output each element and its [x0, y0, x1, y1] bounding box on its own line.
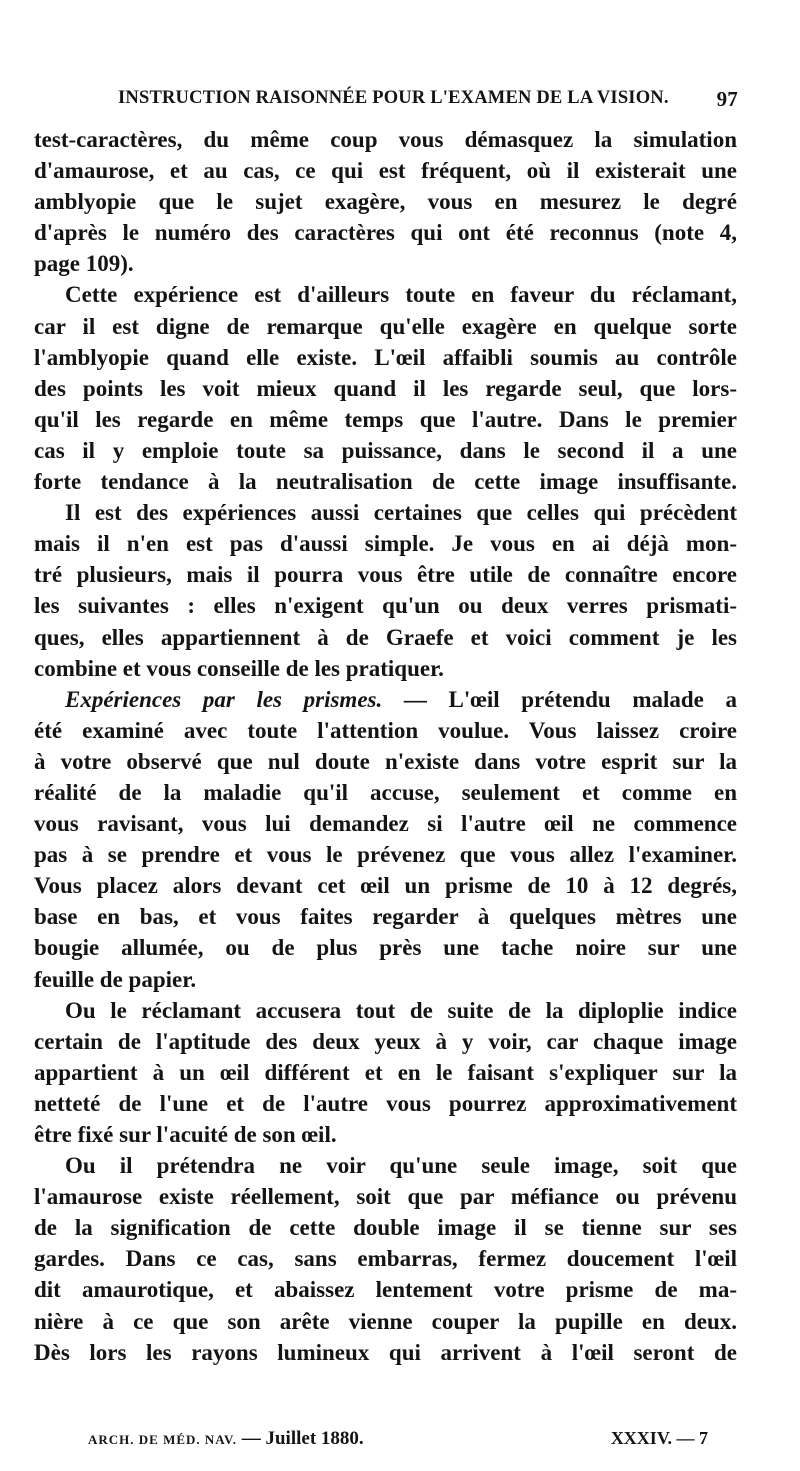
text-line: dit amaurotique, et abaissez lentement votre prisme de ma-	[34, 1277, 737, 1303]
text-line: car il est digne de remarque qu'elle exagère en quelque sorte	[34, 313, 737, 339]
text-line: vous ravisant, vous lui demandez si l'autre œil ne commence	[34, 811, 737, 837]
text-line: combine et vous conseille de les pratiquer.	[34, 655, 444, 681]
text-line: gardes. Dans ce cas, sans embarras, fermez doucement l'œil	[34, 1246, 737, 1272]
paragraph-start-line: Ou il prétendra ne voir qu'une seule image, soit que	[65, 1153, 737, 1179]
text-line: de la signification de cette double image il se tienne sur ses	[34, 1215, 737, 1241]
text-line: feuille de papier.	[34, 966, 197, 992]
paragraph-start-line: Il est des expériences aussi certaines que celles qui précèdent	[65, 500, 737, 526]
text-line: test-caractères, du même coup vous démasquez la simulation	[34, 127, 737, 152]
text-line: appartient à un œil différent et en le faisant s'expliquer sur la	[34, 1059, 737, 1085]
text-line: des points les voit mieux quand il les regarde seul, que lors-	[34, 375, 737, 401]
text-line: d'amaurose, et au cas, ce qui est fréquent, où il existerait une	[34, 158, 737, 184]
text-line: réalité de la maladie qu'il accuse, seulement et comme en	[34, 779, 737, 805]
text-line: Vous placez alors devant cet œil un prisme de 10 à 12 degrés,	[34, 873, 737, 899]
text-line: à votre observé que nul doute n'existe dans votre esprit sur la	[34, 748, 737, 774]
section-heading: Expériences par les prismes.	[65, 686, 383, 712]
journal-citation	[88, 1428, 364, 1450]
text-line: pas à se prendre et vous le prévenez que vous allez l'examiner.	[34, 842, 737, 868]
text-line: d'après le numéro des caractères qui ont été reconnus (note 4,	[34, 220, 737, 246]
text-line: l'amblyopie quand elle existe. L'œil affaibli soumis au contrôle	[34, 344, 737, 370]
text-line: être fixé sur l'acuité de son œil.	[34, 1122, 337, 1147]
paragraph-start-line: Cette expérience est d'ailleurs toute en faveur du réclamant,	[65, 282, 737, 308]
section-heading-line	[34, 684, 737, 715]
text-line: les suivantes : elles n'exigent qu'un ou deux verres prismati-	[34, 593, 737, 619]
text-line: base en bas, et vous faites regarder à quelques mètres une	[34, 904, 737, 930]
text-line: amblyopie que le sujet exagère, vous en mesurez le degré	[34, 189, 737, 215]
page-number: 97	[716, 87, 738, 111]
text-line: bougie allumée, ou de plus près une tache noire sur une	[34, 935, 737, 961]
text-line: l'amaurose existe réellement, soit que par méfiance ou prévenu	[34, 1184, 737, 1210]
journal-name: ARCH. DE MÉD. NAV.	[88, 1432, 237, 1447]
text-line: ques, elles appartiennent à de Graefe et voici comment je les	[34, 624, 737, 650]
running-head-title: INSTRUCTION RAISONNÉE POUR L'EXAMEN DE LA VISION.	[118, 88, 669, 108]
text-line: netteté de l'une et de l'autre vous pourrez approximativement	[34, 1090, 737, 1116]
text-line: cas il y emploie toute sa puissance, dans le second il a une	[34, 437, 737, 463]
text-line: mais il n'en est pas d'aussi simple. Je vous en ai déjà mon-	[34, 531, 737, 557]
text-line: nière à ce que son arête vienne couper la pupille en deux.	[34, 1308, 737, 1334]
text-line: qu'il les regarde en même temps que l'autre. Dans le premier	[34, 406, 737, 432]
body-text	[34, 124, 737, 1368]
text-line: été examiné avec toute l'attention voulue. Vous laissez croire	[34, 717, 737, 743]
signature-mark: XXXIV. — 7	[610, 1428, 708, 1448]
text-line: page 109).	[34, 251, 134, 277]
text-line: certain de l'aptitude des deux yeux à y voir, car chaque image	[34, 1028, 737, 1054]
text-line: tré plusieurs, mais il pourra vous être utile de connaître encore	[34, 562, 737, 588]
running-head	[118, 88, 738, 118]
paragraph-start-line: Ou le réclamant accusera tout de suite de la diploplie indice	[65, 997, 737, 1023]
page-footer	[88, 1428, 708, 1456]
text-line: forte tendance à la neutralisation de cette image insuffisante.	[34, 469, 737, 495]
journal-date: — Juillet 1880.	[236, 1428, 364, 1449]
section-heading-continuation: — L'œil prétendu malade a	[382, 686, 737, 712]
text-line: Dès lors les rayons lumineux qui arrivent à l'œil seront de	[34, 1339, 737, 1365]
